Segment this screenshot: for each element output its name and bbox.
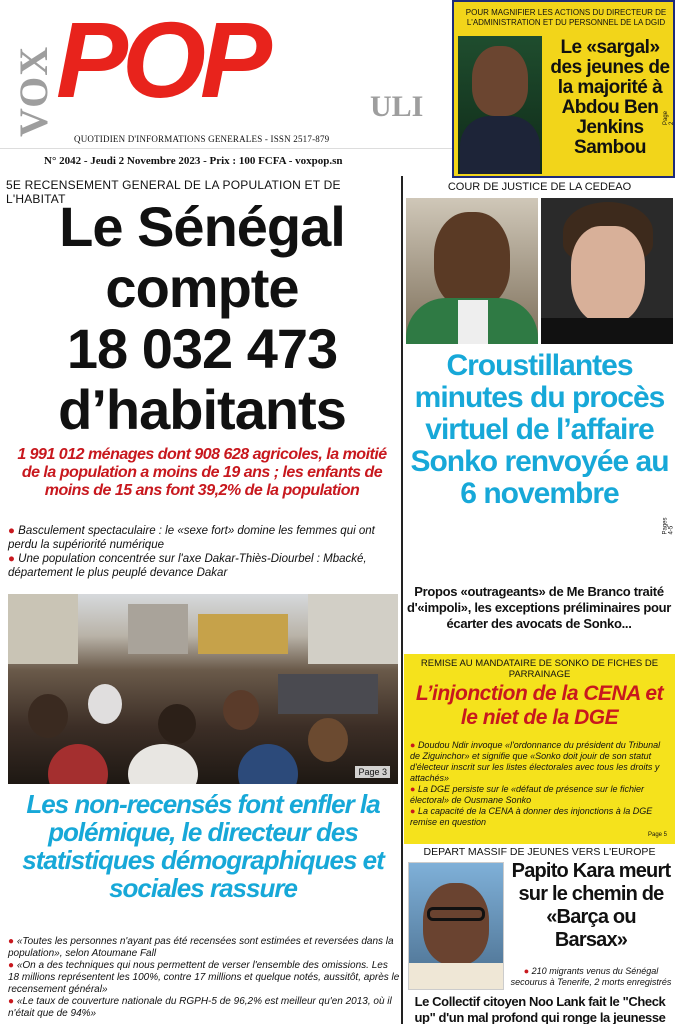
quote-item: ● «Le taux de couverture nationale du RGPH-5 de 96,2% est meilleur qu'en 2013, où il n'était que de 94%» bbox=[8, 996, 392, 1019]
cena-kicker: REMISE AU MANDATAIRE DE SONKO DE FICHES DE PARRAINAGE bbox=[420, 658, 659, 680]
masthead-vox: VOX bbox=[11, 45, 56, 137]
bullet-item: ● Basculement spectaculaire : le «sexe fort» domine les femmes qui ont perdu la supériorité numérique bbox=[8, 525, 375, 551]
second-quotes bbox=[8, 936, 400, 1020]
lead-bullets bbox=[8, 524, 400, 580]
migrant-photo bbox=[408, 862, 504, 990]
cedeao-page: Pages 4-5 bbox=[662, 517, 675, 535]
promo-page: Page 2 bbox=[663, 110, 675, 126]
judge-photo bbox=[406, 198, 538, 344]
bottom-headline[interactable]: Le Collectif citoyen Noo Lank fait le "Check up" d'un mal profond qui ronge la jeunesse bbox=[414, 994, 666, 1024]
quote-item: ● «On a des techniques qui nous permettent de verser l'ensemble des omissions. Les 18 millions représentent les 100%, contre 17 millions et quelque notés, aussitôt, après le recensement général» bbox=[8, 960, 400, 995]
lawyer-photo bbox=[541, 198, 673, 344]
promo-box[interactable] bbox=[452, 0, 675, 178]
bullet-item: ● La capacité de la CENA à donner des injonctions à la DGE remise en question bbox=[410, 806, 653, 827]
migration-bullet: ● 210 migrants venus du Sénégal secourus à Tenerife, 2 morts enregistrés bbox=[510, 966, 672, 987]
masthead-pop-logo: POP bbox=[56, 0, 267, 120]
lead-title-line: 18 032 473 bbox=[66, 317, 338, 380]
cedeao-deck: Propos «outrageants» de Me Branco traité d'«impoli», les exceptions préliminaires pour écarter des avocats de Sonko... bbox=[406, 584, 672, 631]
bullet-item: ● La DGE persiste sur le «défaut de présence sur le fichier électoral» de Ousmane Sonko bbox=[410, 784, 645, 805]
promo-headline: Le «sargal» des jeunes de la majorité à Abdou Ben Jenkins Sambou bbox=[550, 37, 670, 158]
lead-title-line: d’habitants bbox=[58, 378, 346, 441]
lead-section-label: 5E RECENSEMENT GENERAL DE LA POPULATION ET DE L'HABITAT bbox=[6, 178, 341, 206]
cena-title: L’injonction de la CENA et le niet de la DGE bbox=[415, 682, 664, 729]
migration-section-label: DEPART MASSIF DE JEUNES VERS L'EUROPE bbox=[423, 846, 656, 858]
quote-item: ● «Toutes les personnes n'ayant pas été recensées sont estimées et reversées dans la population», selon Atoumane Fall bbox=[8, 936, 394, 959]
issue-bar bbox=[0, 148, 452, 174]
lead-title-line: Le Sénégal bbox=[59, 195, 345, 258]
promo-kicker: POUR MAGNIFIER LES ACTIONS DU DIRECTEUR DE L'ADMINISTRATION ET DU PERSONNEL DE LA DGID bbox=[465, 8, 667, 27]
masthead-uli: ULI bbox=[370, 90, 424, 123]
cedeao-section-label: COUR DE JUSTICE DE LA CEDEAO bbox=[404, 178, 675, 196]
second-title[interactable]: Les non-recensés font enfler la polémique, le directeur des statistiques démographiques et sociales rassure bbox=[22, 789, 384, 903]
cedeao-title[interactable]: Croustillantes minutes du procès virtuel de l’affaire Sonko renvoyée au 6 novembre bbox=[410, 349, 669, 510]
promo-photo bbox=[458, 36, 542, 174]
cena-page: Page 5 bbox=[648, 832, 668, 838]
bullet-item: ● Une population concentrée sur l'axe Dakar-Thiès-Diourbel : Mbacké, département le plus peuplé devance Dakar bbox=[8, 553, 367, 579]
lead-title-line: compte bbox=[105, 256, 299, 319]
column-divider bbox=[401, 176, 403, 1024]
cena-bullets bbox=[410, 740, 670, 828]
issue-line: N° 2042 - Jeudi 2 Novembre 2023 - Prix : 100 FCFA - voxpop.sn bbox=[44, 155, 343, 167]
lead-title[interactable] bbox=[6, 196, 398, 440]
migration-title[interactable]: Papito Kara meurt sur le chemin de «Barça ou Barsax» bbox=[511, 860, 671, 951]
crowd-photo bbox=[8, 594, 398, 784]
photo-page: Page 3 bbox=[355, 766, 390, 778]
lead-subhead: 1 991 012 ménages dont 908 628 agricoles, la moitié de la population a moins de 19 ans ; les enfants de moins de 15 ans font 39,2% de la population bbox=[17, 446, 387, 499]
masthead-tagline: QUOTIDIEN D'INFORMATIONS GENERALES - ISSN 2517-879 bbox=[74, 134, 330, 144]
cena-box[interactable] bbox=[404, 654, 675, 844]
bullet-item: ● Doudou Ndir invoque «l'ordonnance du président du Tribunal de Ziguinchor» et signifie que «Sonko doit jouir de son statut d'électeur inscrit sur les listes électorales avec tous les droits y attachés» bbox=[410, 740, 661, 783]
